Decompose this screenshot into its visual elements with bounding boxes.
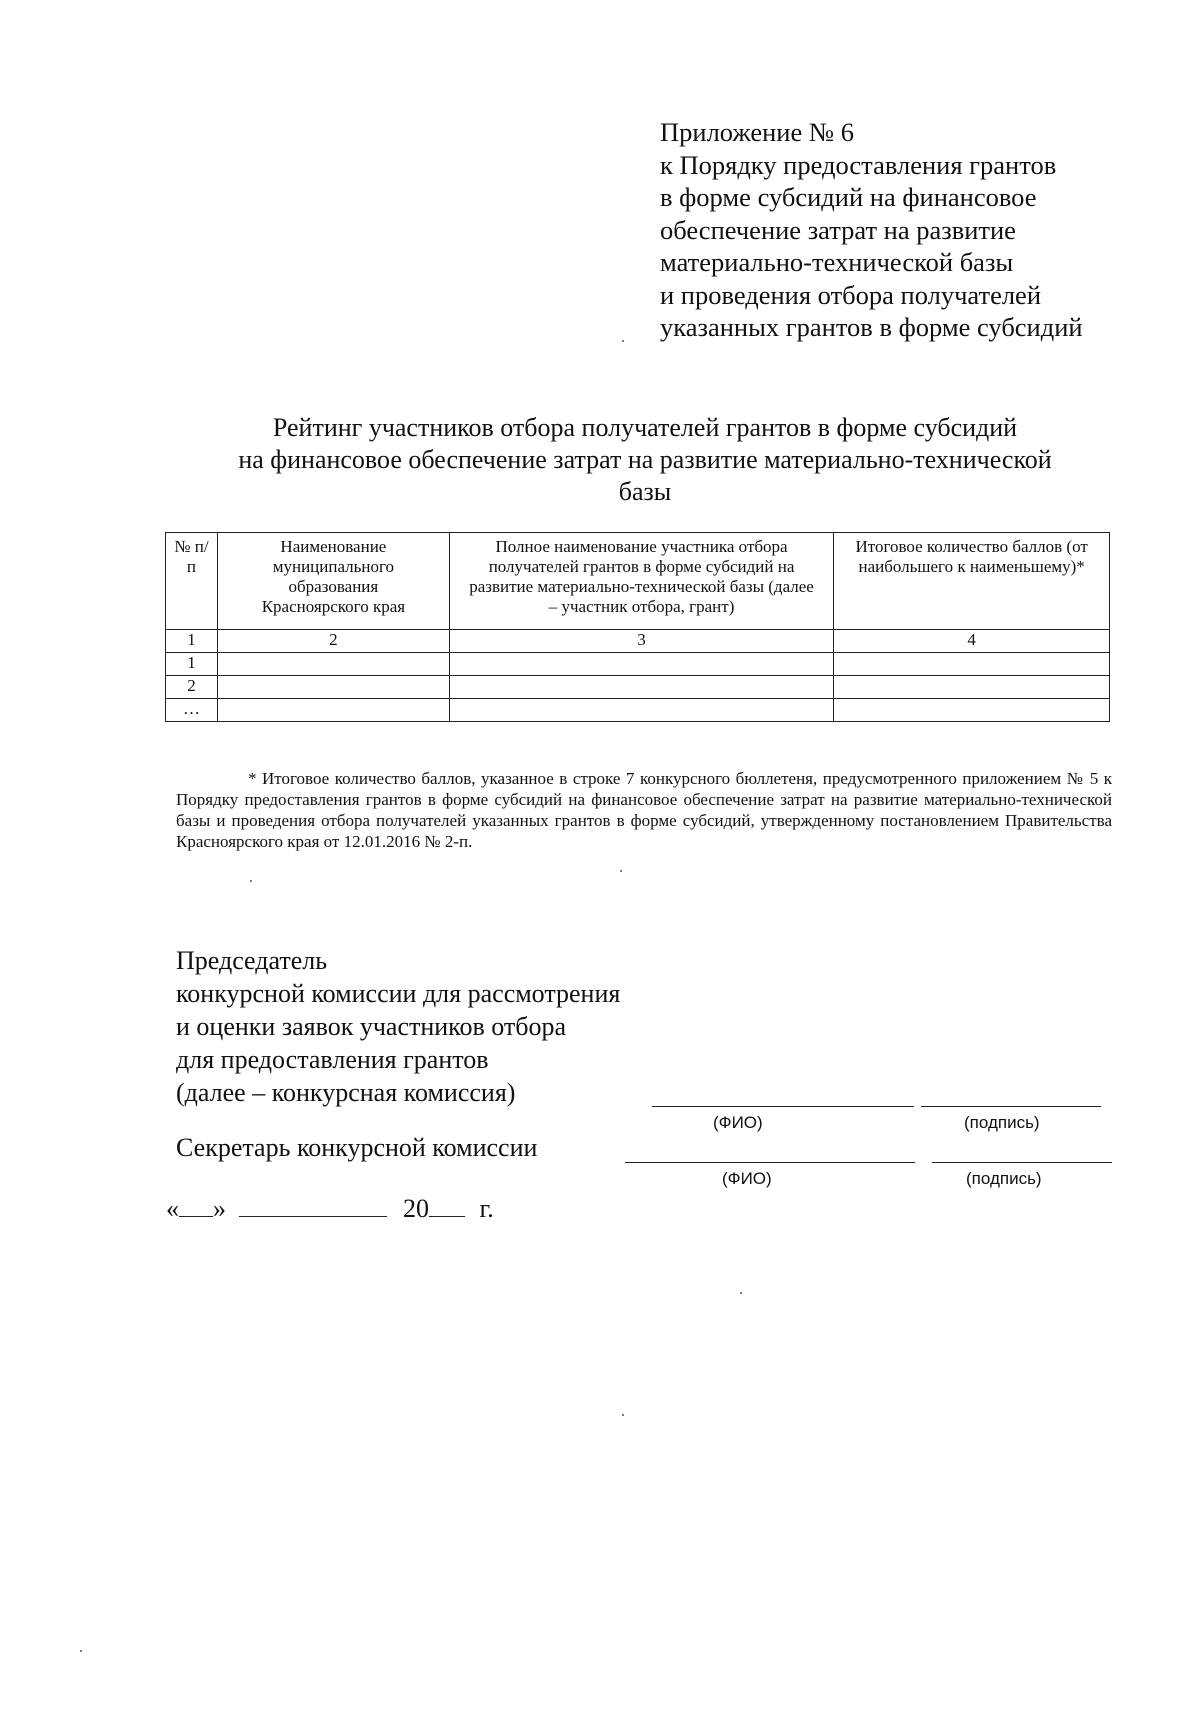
table-row [166, 653, 1110, 676]
chairman-block [176, 944, 620, 1109]
table-cell [449, 653, 833, 676]
date-close-quote: » [213, 1194, 226, 1223]
footnote: * Итоговое количество баллов, указанное в строке 7 конкурсного бюллетеня, предусмотренного приложением № 5 к Порядку предоставления грантов в форме субсидий на финансовое обеспечение затрат на развитие материально-технической базы и проведения отбора получателей указанных грантов в форме субсидий, утвержденному постановлением Правительства Красноярского края от 12.01.2016 № 2-п. [176, 769, 1112, 851]
header-score: Итоговое количество баллов (от наибольшего к наименьшему)* [834, 533, 1110, 630]
chairman-signature-label: (подпись) [964, 1113, 1040, 1132]
title-line: на финансовое обеспечение затрат на развитие материально-технической [238, 445, 1052, 474]
scan-speck [740, 1292, 742, 1294]
secretary-fio-label: (ФИО) [722, 1169, 772, 1188]
title-line: базы [618, 477, 672, 506]
scan-speck [620, 870, 622, 872]
scan-speck [250, 880, 252, 882]
scan-speck [622, 340, 624, 342]
header-municipality: Наименование муниципального образования Красноярского края [217, 533, 449, 630]
appendix-line: обеспечение затрат на развитие [660, 214, 1016, 245]
table-cell [217, 653, 449, 676]
secretary-label: Секретарь конкурсной комиссии [176, 1133, 538, 1162]
secretary-signature-line [932, 1162, 1112, 1163]
table-cell: 3 [449, 630, 833, 653]
chairman-line: для предоставления грантов [176, 1045, 489, 1074]
table-header-row [166, 533, 1110, 630]
table-row [166, 699, 1110, 722]
table-cell [834, 699, 1110, 722]
chairman-line: конкурсной комиссии для рассмотрения [176, 979, 621, 1008]
appendix-line: к Порядку предоставления грантов [660, 149, 1057, 180]
chairman-fio-label: (ФИО) [713, 1113, 763, 1132]
scan-speck [80, 1650, 82, 1652]
appendix-line: указанных грантов в форме субсидий [660, 312, 1083, 342]
table-cell: … [166, 699, 218, 722]
table-cell [449, 699, 833, 722]
appendix-line: материально-технической базы [660, 247, 1014, 277]
header-participant: Полное наименование участника отбора получателей грантов в форме субсидий на развитие материально-технической базы (далее – участник отбора, грант) [449, 533, 833, 630]
table-cell: 4 [834, 630, 1110, 653]
table-row [166, 676, 1110, 699]
table-cell [217, 676, 449, 699]
appendix-line: Приложение № 6 [660, 117, 855, 147]
month-blank [239, 1192, 387, 1217]
table-cell [449, 676, 833, 699]
secretary-fio-line [625, 1162, 915, 1163]
table-cell [217, 699, 449, 722]
table-cell: 1 [166, 653, 218, 676]
chairman-line: (далее – конкурсная комиссия) [176, 1078, 516, 1107]
title-line: Рейтинг участников отбора получателей грантов в форме субсидий [272, 413, 1018, 442]
date-open-quote: « [166, 1194, 179, 1223]
table-cell: 2 [166, 676, 218, 699]
chairman-line: Председатель [176, 946, 328, 975]
year-suffix: г. [479, 1194, 494, 1223]
appendix-header [660, 116, 1083, 344]
year-blank [429, 1192, 465, 1217]
scan-speck [622, 1414, 624, 1416]
chairman-fio-line [652, 1106, 914, 1107]
table-cell: 1 [166, 630, 218, 653]
year-prefix: 20 [403, 1194, 429, 1223]
header-number: № п/п [166, 533, 218, 630]
rating-table [165, 532, 1110, 722]
secretary-signature-label: (подпись) [966, 1169, 1042, 1188]
table-cell [834, 653, 1110, 676]
date-line [166, 1192, 494, 1225]
day-blank [179, 1192, 213, 1217]
chairman-line: и оценки заявок участников отбора [176, 1012, 567, 1041]
appendix-line: в форме субсидий на финансовое [660, 182, 1037, 212]
chairman-signature-line [921, 1106, 1101, 1107]
table-row [166, 630, 1110, 653]
document-title [150, 412, 1140, 508]
table-cell: 2 [217, 630, 449, 653]
table-cell [834, 676, 1110, 699]
appendix-line: и проведения отбора получателей [660, 279, 1042, 310]
